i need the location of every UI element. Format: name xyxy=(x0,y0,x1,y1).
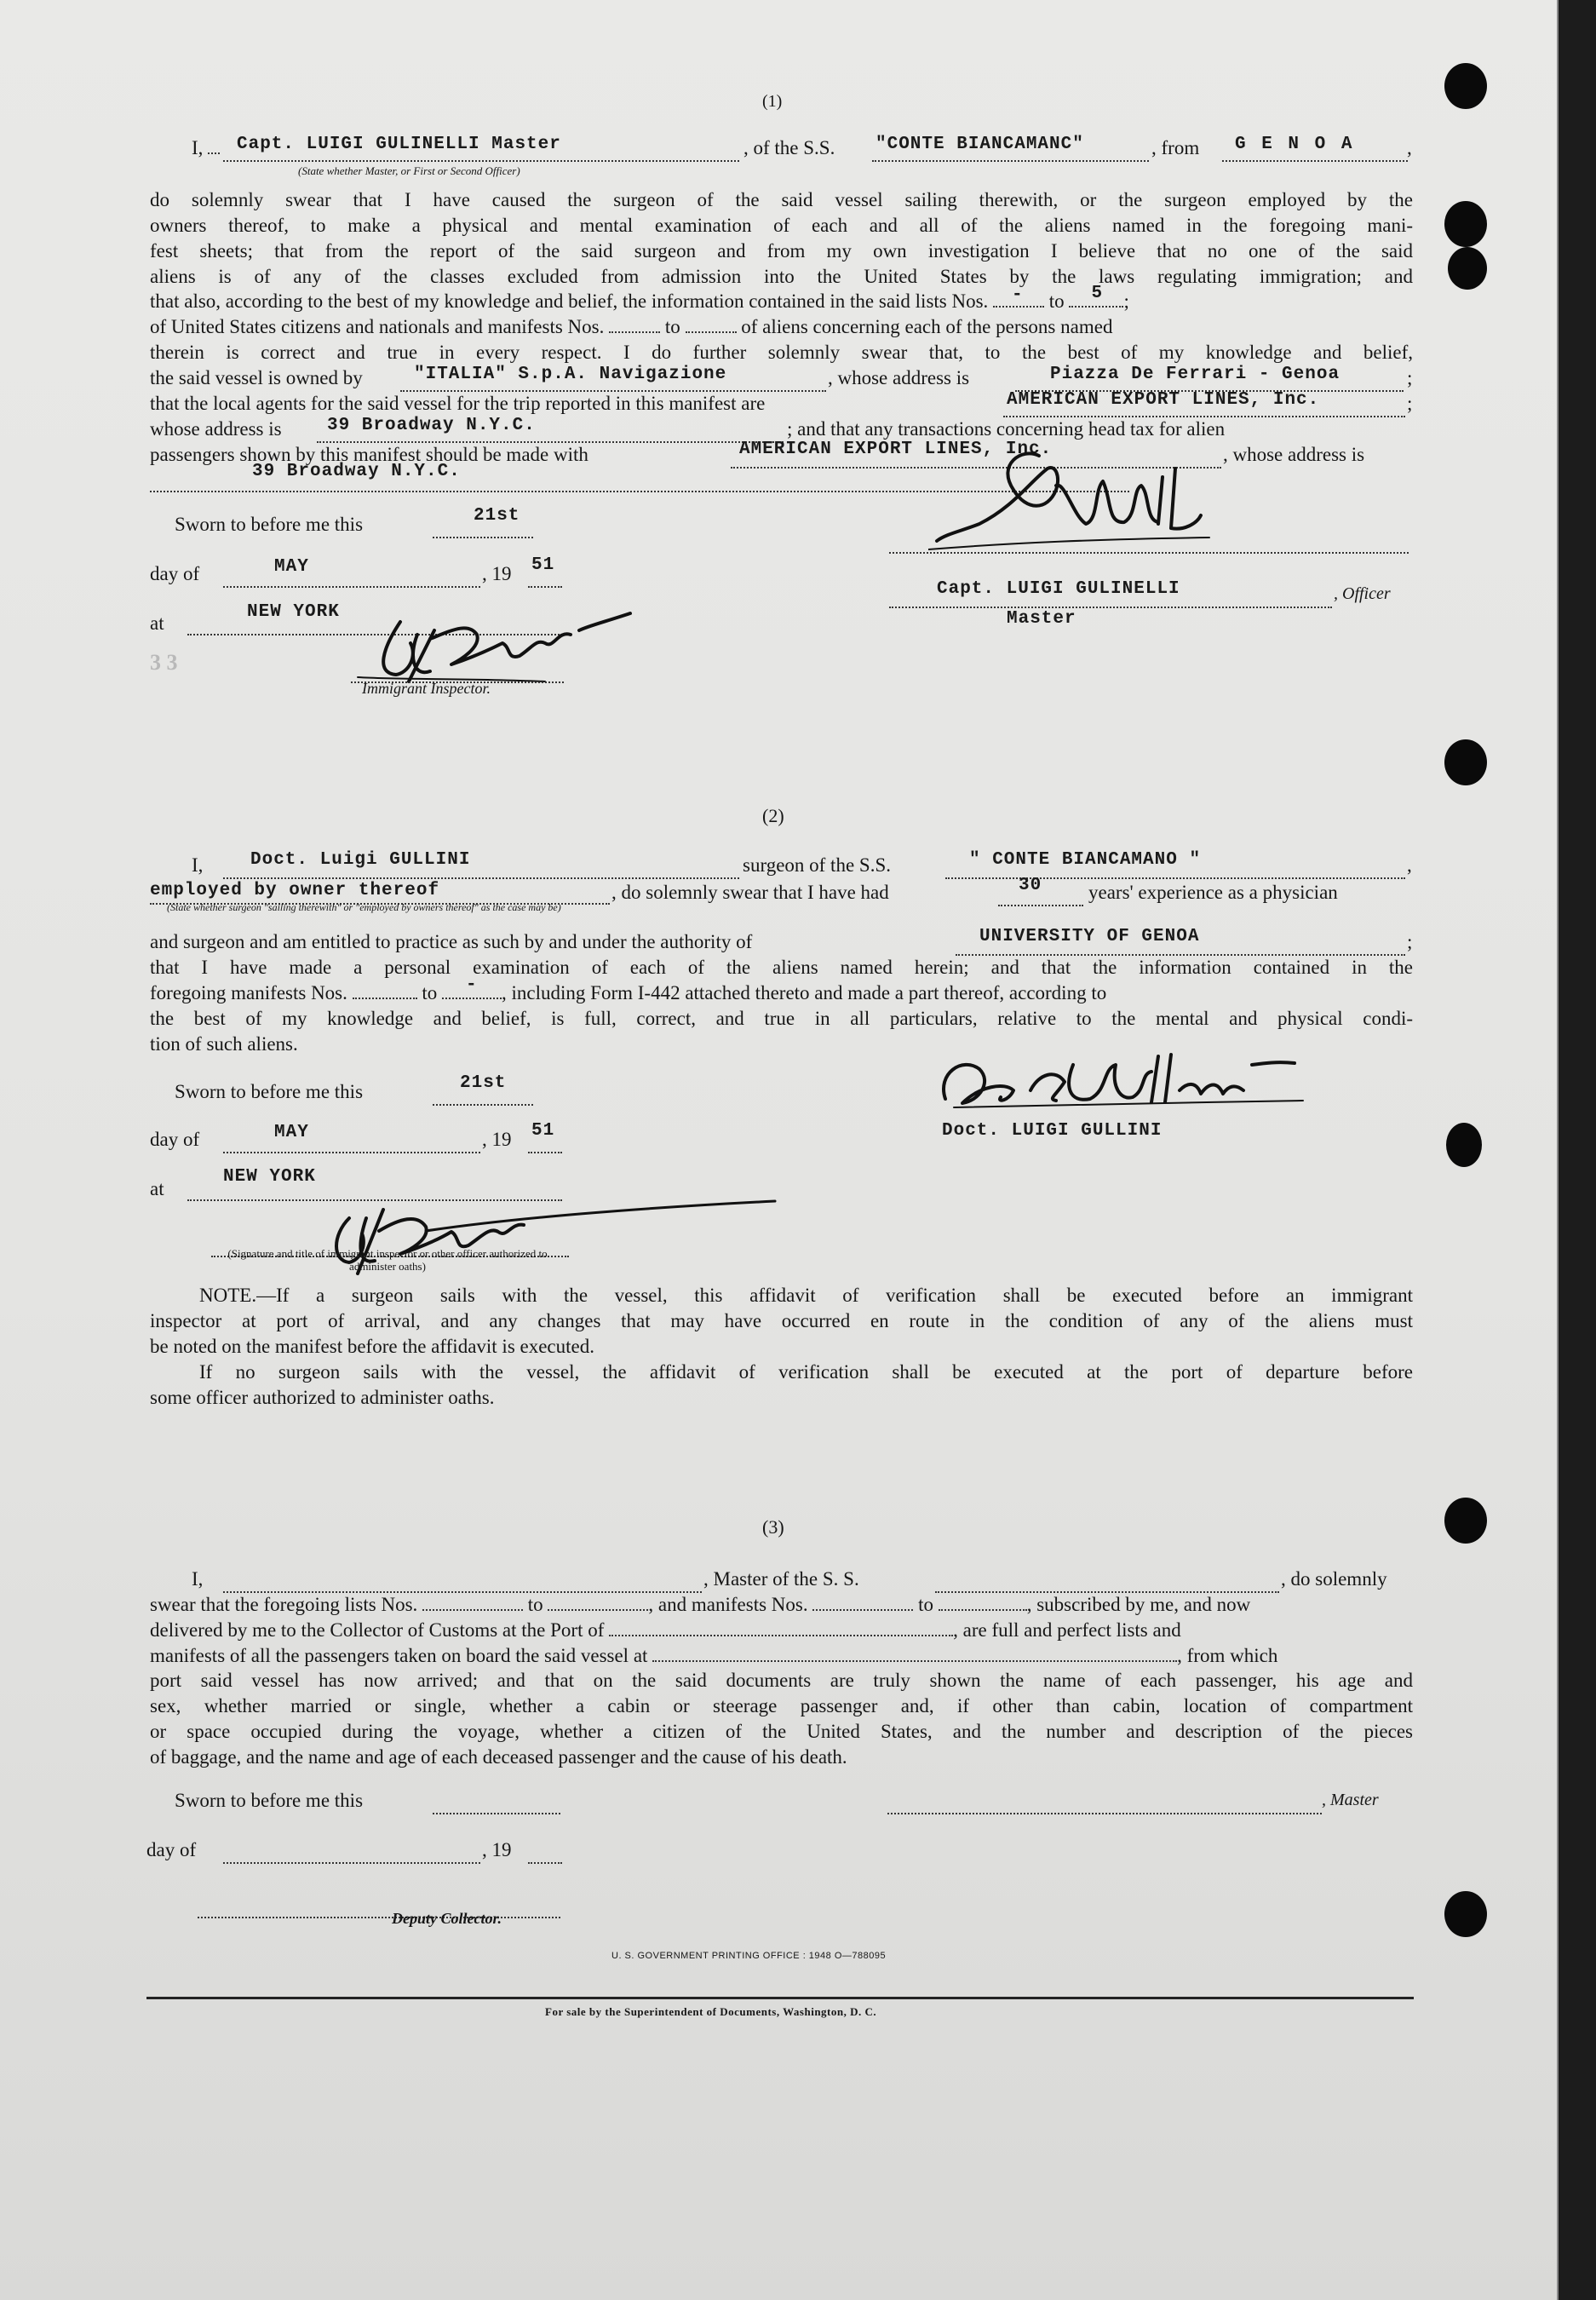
para-line: owners thereof, to make a physical and mental examination of each and all of the aliens named in the foregoing mani- xyxy=(150,215,1413,236)
blank-line xyxy=(422,1592,523,1611)
blank-line xyxy=(686,314,737,333)
at-label: at xyxy=(150,1178,164,1199)
master-sign-line xyxy=(887,1796,1322,1814)
line-text: , from which xyxy=(1177,1645,1278,1666)
master-name-line xyxy=(223,143,739,162)
year-typed: 51 xyxy=(531,555,555,575)
comma: , xyxy=(1407,137,1412,158)
note-line: inspector at port of arrival, and any changes that may have occurred en route in the condition of any of the aliens must xyxy=(150,1310,1413,1331)
manifest-to-blank xyxy=(442,975,502,999)
agents-line xyxy=(1003,399,1405,417)
agents-typed: AMERICAN EXPORT LINES, Inc. xyxy=(1007,390,1320,410)
at-label: at xyxy=(150,612,164,634)
para-text: , including Form I-442 attached thereto and made a part thereof, according to xyxy=(502,982,1107,1003)
para-line2 xyxy=(150,975,1107,1006)
note-line: be noted on the manifest before the affidavit is executed. xyxy=(150,1336,594,1357)
line-text: manifests of all the passengers taken on board the said vessel at xyxy=(150,1645,648,1666)
to-label: to xyxy=(527,1594,543,1615)
day-of-label: day of xyxy=(150,563,200,584)
surgeon-name-typed: Doct. Luigi GULLINI xyxy=(250,850,471,870)
sworn-day-typed: 21st xyxy=(460,1073,507,1093)
owner-line xyxy=(400,373,826,392)
blank-line xyxy=(935,1574,1279,1593)
vessel-line xyxy=(872,143,1149,162)
para-line: sex, whether married or single, whether a cabin or steerage passenger and, if other than cabin, location of compartment xyxy=(150,1695,1413,1716)
blank-line xyxy=(652,1643,1177,1662)
section-number: (1) xyxy=(762,92,783,111)
month-line xyxy=(223,1845,480,1864)
para-line: that I have made a personal examination of each of the aliens named herein; and that the information contained in the xyxy=(150,957,1413,978)
blank-line xyxy=(548,1592,648,1611)
semicolon: ; xyxy=(1407,367,1413,388)
aliens-text: of aliens concerning each of the persons named xyxy=(741,316,1113,337)
years-label: years' experience as a physician xyxy=(1088,882,1338,903)
year-line xyxy=(528,1845,562,1864)
lists-to-typed: 5 xyxy=(1091,284,1104,303)
authority-label: and surgeon and am entitled to practice as such by and under the authority of xyxy=(150,931,753,952)
lists-text: that also, according to the best of my knowledge and belief, the information contained in the said lists Nos. xyxy=(150,290,989,312)
lists-from-blank xyxy=(993,285,1044,308)
blank-line xyxy=(223,1574,702,1593)
from-port-line xyxy=(1222,143,1408,162)
lists-line: that also, according to the best of my knowledge and belief, the information contained in the said lists Nos. - to 5 ; xyxy=(150,288,1129,314)
para-line: fest sheets; that from the report of the said surgeon and from my own investigation I believe that no one of the said xyxy=(150,240,1413,262)
to-label: to xyxy=(422,982,438,1003)
employment-typed: employed by owner thereof xyxy=(150,881,440,900)
sworn-label: Sworn to before me this xyxy=(175,1081,364,1102)
inspector-caption: (Signature and title of immigrant inspector or other officer authorized to administer oaths) xyxy=(227,1247,548,1273)
agents-label: that the local agents for the said vessel for the trip reported in this manifest are xyxy=(150,393,766,414)
from-port-typed: G E N O A xyxy=(1235,135,1355,154)
para-line: therein is correct and true in every respect. I do further solemnly swear that, to the best of my knowledge and belief, xyxy=(150,342,1413,363)
section1-paragraph xyxy=(150,187,1413,290)
punch-hole xyxy=(1444,63,1487,109)
month-typed: MAY xyxy=(274,557,309,577)
lists-to-blank xyxy=(1069,284,1123,308)
vessel-line xyxy=(945,860,1405,879)
master-label: , Master of the S. S. xyxy=(703,1568,859,1590)
master-caption: , Master xyxy=(1322,1791,1379,1809)
surgeon-name-line xyxy=(223,860,739,879)
month-line xyxy=(223,569,480,588)
manifests-line xyxy=(150,313,1112,340)
note-line: NOTE.—If a surgeon sails with the vessel, this affidavit of verification shall be executed before an immigrant xyxy=(199,1285,1413,1306)
place-typed: NEW YORK xyxy=(223,1167,316,1187)
section3-paragraph xyxy=(150,1668,1413,1770)
month-typed: MAY xyxy=(274,1123,309,1142)
para-line: tion of such aliens. xyxy=(150,1033,298,1055)
note-line: some officer authorized to administer oaths. xyxy=(150,1387,495,1408)
head-tax-text: ; and that any transactions concerning head tax for alien xyxy=(787,418,1226,440)
authority-typed: UNIVERSITY OF GENOA xyxy=(979,927,1200,946)
deputy-line xyxy=(198,1900,560,1918)
place-typed: NEW YORK xyxy=(247,602,340,622)
para-line: or space occupied during the voyage, whether a citizen of the United States, and the number and description of the pieces xyxy=(150,1721,1413,1742)
comma: , xyxy=(1407,854,1412,876)
punch-hole xyxy=(1448,247,1487,290)
year-prefix: , 19 xyxy=(482,1129,512,1150)
sworn-day-typed: 21st xyxy=(474,506,520,526)
passengers-label: passengers shown by this manifest should be made with xyxy=(150,444,588,465)
year-line xyxy=(528,1135,562,1153)
day-of-label: day of xyxy=(150,1129,200,1150)
from-label: , from xyxy=(1151,137,1200,158)
master-caption: (State whether Master, or First or Second Officer) xyxy=(298,164,520,177)
collector-line xyxy=(150,1617,1181,1643)
inspector-caption: Immigrant Inspector. xyxy=(362,680,491,697)
section1-line1 xyxy=(192,135,220,161)
manifests-line xyxy=(150,1642,1277,1669)
para-line: port said vessel has now arrived; and that on the said documents are truly shown the name of each passenger, his age and xyxy=(150,1670,1413,1691)
master-name-typed: Capt. LUIGI GULINELLI Master xyxy=(237,135,561,154)
years-line xyxy=(998,888,1083,906)
surgeon-label: surgeon of the S.S. xyxy=(743,854,891,876)
punch-hole xyxy=(1446,1123,1482,1167)
whose-address-is-end: , whose address is xyxy=(1223,444,1365,465)
whose-address-is-label: whose address is xyxy=(150,418,282,440)
footer-rule xyxy=(146,1997,1414,1999)
swear-label: , do solemnly swear that I have had xyxy=(611,882,889,903)
sworn-label: Sworn to before me this xyxy=(175,514,364,535)
punch-hole xyxy=(1444,1498,1487,1544)
authority-line xyxy=(956,937,1405,956)
line-text: delivered by me to the Collector of Customs at the Port of xyxy=(150,1619,605,1641)
year-typed: 51 xyxy=(531,1121,555,1141)
deputy-caption: Deputy Collector. xyxy=(392,1910,502,1927)
lists-line xyxy=(150,1591,1250,1618)
day-of-label: day of xyxy=(146,1839,197,1860)
officer-typed: Capt. LUIGI GULINELLI xyxy=(937,579,1180,599)
years-typed: 30 xyxy=(1019,876,1042,895)
for-sale-notice: For sale by the Superintendent of Documents, Washington, D. C. xyxy=(545,2005,877,2018)
para-line: do solemnly swear that I have caused the surgeon of the said vessel sailing therewith, or the surgeon employed by the xyxy=(150,189,1413,210)
manifest-to-typed: - xyxy=(466,975,478,995)
para-text: foregoing manifests Nos. xyxy=(150,982,347,1003)
punch-hole xyxy=(1444,1891,1487,1937)
vessel-typed: " CONTE BIANCAMANO " xyxy=(969,850,1202,870)
para-line: aliens is of any of the classes excluded from admission into the United States by the laws regulating immigration; and xyxy=(150,266,1413,287)
blank-line xyxy=(609,314,660,333)
whose-address-label: , whose address is xyxy=(828,367,970,388)
semicolon: ; xyxy=(1407,393,1413,414)
to-label: to xyxy=(918,1594,933,1615)
sworn-day-line xyxy=(433,1796,560,1814)
agents-address-typed: 39 Broadway N.Y.C. xyxy=(327,416,536,435)
owned-by-label: the said vessel is owned by xyxy=(150,367,363,388)
blank-line xyxy=(812,1592,913,1611)
blank-line xyxy=(353,980,417,999)
owner-typed: "ITALIA" S.p.A. Navigazione xyxy=(414,365,727,384)
month-line xyxy=(223,1135,480,1153)
line-text: , are full and perfect lists and xyxy=(953,1619,1181,1641)
owner-address-typed: Piazza De Ferrari - Genoa xyxy=(1050,365,1341,384)
note-block xyxy=(150,1283,1413,1411)
manifests-text: of United States citizens and nationals and manifests Nos. xyxy=(150,316,605,337)
punch-hole xyxy=(1444,201,1487,247)
of-the-ss-label: , of the S.S. xyxy=(743,137,835,158)
line-text: swear that the foregoing lists Nos. xyxy=(150,1594,418,1615)
note-line: If no surgeon sails with the vessel, the affidavit of verification shall be executed at the port of departure before xyxy=(199,1361,1413,1383)
officer-line xyxy=(889,589,1332,608)
employment-caption: (State whether surgeon "sailing therewith" or "employed by owners thereof" as the case may be) xyxy=(167,901,561,913)
blank-line xyxy=(939,1592,1027,1611)
blank-line xyxy=(208,135,220,154)
lists-from-typed: - xyxy=(1012,285,1024,305)
i-label: I, xyxy=(192,137,204,158)
year-line xyxy=(528,569,562,588)
signer-typed: Doct. LUIGI GULLINI xyxy=(942,1121,1163,1141)
i-label: I, xyxy=(192,854,204,876)
para-line: of baggage, and the name and age of each deceased passenger and the cause of his death. xyxy=(150,1746,847,1768)
passengers-typed: AMERICAN EXPORT LINES, Inc. xyxy=(739,440,1053,459)
semicolon: ; xyxy=(1407,931,1413,952)
agents-address-line xyxy=(317,424,784,443)
year-prefix: , 19 xyxy=(482,563,512,584)
i-label: I, xyxy=(192,1568,204,1590)
bleed-through: 3 3 xyxy=(150,650,178,675)
officer-label: , Officer xyxy=(1334,584,1391,603)
blank-line xyxy=(609,1618,953,1636)
officer-sub-typed: Master xyxy=(1007,609,1076,629)
printing-office: U. S. GOVERNMENT PRINTING OFFICE : 1948 O—788095 xyxy=(611,1951,887,1961)
to-label: to xyxy=(664,316,680,337)
vessel-name-typed: "CONTE BIANCAMANC" xyxy=(876,135,1084,154)
para-line: the best of my knowledge and belief, is full, correct, and true in all particulars, relative to the mental and physical condi- xyxy=(150,1008,1413,1029)
line-text: , and manifests Nos. xyxy=(648,1594,808,1615)
section-number: (3) xyxy=(762,1516,784,1538)
signature-line xyxy=(889,535,1409,554)
year-prefix: , 19 xyxy=(482,1839,512,1860)
surgeon-signature xyxy=(928,1039,1337,1116)
do-solemnly: , do solemnly xyxy=(1281,1568,1387,1590)
line-text: , subscribed by me, and now xyxy=(1026,1594,1251,1615)
section-number: (2) xyxy=(762,805,784,826)
punch-hole xyxy=(1444,739,1487,785)
to-label: to xyxy=(1048,290,1065,312)
sworn-label: Sworn to before me this xyxy=(175,1790,364,1811)
passengers-address-typed: 39 Broadway N.Y.C. xyxy=(252,462,461,481)
